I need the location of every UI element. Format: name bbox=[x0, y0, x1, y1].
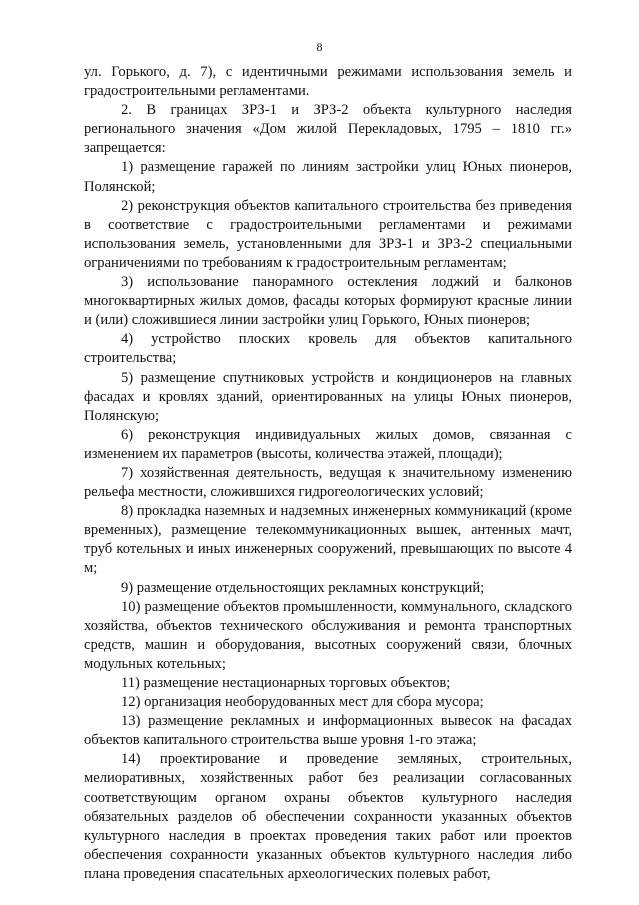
document-paragraph: 3) использование панорамного остекления лоджий и балконов многоквартирных жилых домов, фасады которых формируют красные линии и (или) сложившиеся линии застройки улиц Горького, Юных пионеров; bbox=[84, 274, 572, 329]
document-paragraph: 11) размещение нестационарных торговых объектов; bbox=[121, 675, 451, 691]
document-paragraph: 14) проектирование и проведение земляных, строительных, мелиоративных, хозяйственных работ без реализации согласованных соответствующим органом охраны объектов культурного наследия обязательных разделов об обеспечении сохранности указанных объектов культурного наследия в проектах проведения таких работ или проектов обеспечения сохранности указанных объектов культурного наследия либо плана проведения спасательных археологических полевых работ, bbox=[84, 751, 572, 882]
document-body bbox=[84, 63, 572, 884]
continuation-paragraph: ул. Горького, д. 7), с идентичными режимами использования земель и градостроительными регламентами. bbox=[84, 64, 572, 100]
document-paragraph: 13) размещение рекламных и информационных вывесок на фасадах объектов капитального строительства выше уровня 1-го этажа; bbox=[84, 713, 572, 749]
document-paragraph: 5) размещение спутниковых устройств и кондиционеров на главных фасадах и кровлях зданий, ориентированных на улицы Юных пионеров, Полянскую; bbox=[84, 369, 572, 424]
document-paragraph: 2) реконструкция объектов капитального строительства без приведения в соответствие с градостроительными регламентами и режимами использования земель, установленными для ЗРЗ-1 и ЗРЗ-2 специальными ограничениями по требованиям к градостроительным регламентам; bbox=[84, 197, 572, 271]
document-paragraph: 1) размещение гаражей по линиям застройки улиц Юных пионеров, Полянской; bbox=[84, 159, 572, 195]
document-paragraph: 10) размещение объектов промышленности, коммунального, складского хозяйства, объектов технического обслуживания и ремонта транспортных средств, машин и оборудования, высотных сооружений связи, блочных модульных котельных; bbox=[84, 598, 572, 672]
document-paragraph: 4) устройство плоских кровель для объектов капитального строительства; bbox=[84, 331, 572, 367]
page-number: 8 bbox=[316, 40, 323, 54]
document-paragraph: 9) размещение отдельностоящих рекламных конструкций; bbox=[121, 579, 485, 596]
document-paragraph: 6) реконструкция индивидуальных жилых домов, связанная с изменением их параметров (высоты, количества этажей, площади); bbox=[84, 426, 572, 462]
document-paragraph: 12) организация необорудованных мест для сбора мусора; bbox=[121, 694, 484, 711]
document-paragraph: 7) хозяйственная деятельность, ведущая к значительному изменению рельефа местности, сложившихся гидрогеологических условий; bbox=[84, 464, 572, 501]
document-paragraph: 8) прокладка наземных и надземных инженерных коммуникаций (кроме временных), размещение телекоммуникационных вышек, антенных мачт, труб котельных и иных инженерных сооружений, превышающих по высоте 4 м; bbox=[84, 503, 572, 577]
document-paragraph: 2. В границах ЗРЗ-1 и ЗРЗ-2 объекта культурного наследия регионального значения «Дом жилой Перекладовых, 1795 – 1810 гг.» запрещается: bbox=[84, 102, 572, 157]
